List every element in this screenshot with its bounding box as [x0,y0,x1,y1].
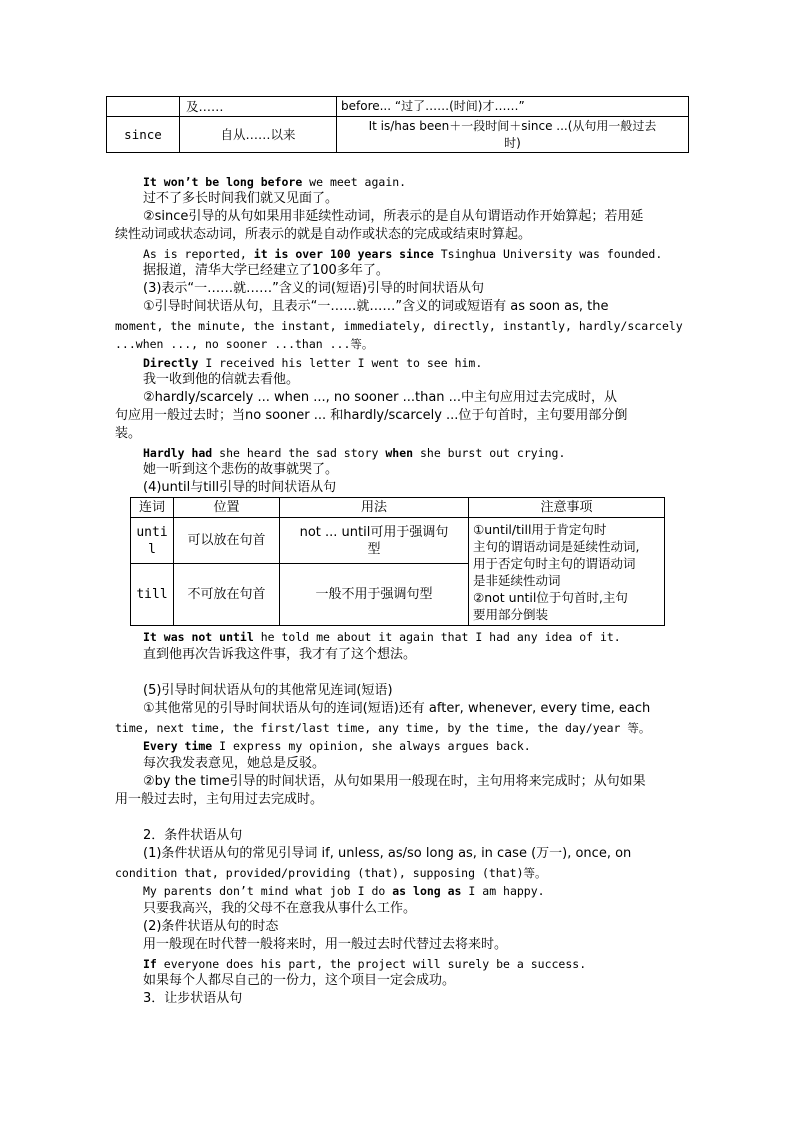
section-heading: 2．条件状语从句 [143,828,243,843]
cell-till-position: 不可放在句首 [174,564,280,626]
subheading: (3)表示“一……就……”含义的词(短语)引导的时间状语从句 [143,281,485,296]
text-line: ...when ..., no sooner ...than ...等。 [115,337,374,351]
example-line: Directly I received his letter I went to see him. [143,356,483,370]
example-line: It was not until he told me about it again that I had any idea of it. [143,630,621,644]
header-word: 连词 [131,498,174,518]
text-line: condition that, provided/providing (that), supposing (that)等。 [115,866,547,880]
translation-line: 每次我发表意见，她总是反驳。 [143,756,326,771]
example-line: It won’t be long before we meet again. [143,175,407,189]
header-position: 位置 [174,498,280,518]
subheading: (5)引导时间状语从句的其他常见连词(短语) [143,683,393,698]
cell-till-usage: 一般不用于强调句型 [280,564,469,626]
cell-notes: ①until/till用于肯定句时 主句的谓语动词是延续性动词, 用于否定句时主句的谓语动词 是非延续性动词 ②not until位于句首时,主句 要用部分倒装 [469,518,665,626]
header-usage: 用法 [280,498,469,518]
example-line: As is reported, it is over 100 years since Tsinghua University was founded. [143,247,663,261]
cell-until-usage: not ... until可用于强调句 型 [280,518,469,564]
text-line: 用一般现在时代替一般将来时，用一般过去时代替过去将来时。 [143,937,508,952]
text-line: ①其他常见的引导时间状语从句的连词(短语)还有 after, whenever, every time, each [143,701,651,716]
section-heading: 3．让步状语从句 [143,991,243,1006]
text-line: 用一般过去时，主句用过去完成时。 [115,792,324,807]
since-table [106,96,689,153]
cell-since-meaning: 自从……以来 [180,117,337,153]
cell-until-position: 可以放在句首 [174,518,280,564]
text-line: moment, the minute, the instant, immediately, directly, instantly, hardly/scarcely [115,319,683,333]
example-line: My parents don’t mind what job I do as long as I am happy. [143,884,545,898]
cell-empty [107,97,180,117]
subheading: (4)until与till引导的时间状语从句 [143,480,337,495]
translation-line: 如果每个人都尽自己的一份力，这个项目一定会成功。 [143,973,456,988]
example-line: Every time I express my opinion, she always argues back. [143,739,531,753]
text-line: 装。 [115,426,142,441]
text-line: 句应用一般过去时；当no sooner ... 和hardly/scarcely ...位于句首时，主句要用部分倒 [115,408,628,423]
translation-line: 直到他再次告诉我这件事，我才有了这个想法。 [143,647,417,662]
cell-ji: 及…… [180,97,337,117]
cell-till: till [131,564,174,626]
text-line: (1)条件状语从句的常见引导词 if, unless, as/so long as, in case (万一), once, on [143,846,632,861]
text-line: 续性动词或状态动词，所表示的就是自动作或状态的完成或结束时算起。 [115,227,532,242]
until-till-table [130,497,665,626]
text-line: ②hardly/scarcely ... when ..., no sooner ...than ...中主句应用过去完成时，从 [143,390,618,405]
cell-before: before... “过了……(时间)才……” [337,97,689,117]
cell-since: since [107,117,180,153]
text-line: ①引导时间状语从句，且表示“一……就……”含义的词或短语有 as soon as, the [143,299,609,314]
header-notes: 注意事项 [469,498,665,518]
example-line: Hardly had she heard the sad story when she burst out crying. [143,446,566,460]
translation-line: 我一收到他的信就去看他。 [143,372,300,387]
text-line: ②by the time引导的时间状语，从句如果用一般现在时，主句用将来完成时；从句如果 [143,774,646,789]
example-line: If everyone does his part, the project will surely be a success. [143,957,587,971]
cell-until: unti l [131,518,174,564]
text-line: time, next time, the first/last time, any time, by the time, the day/year 等。 [115,721,651,735]
translation-line: 她一听到这个悲伤的故事就哭了。 [143,462,339,477]
translation-line: 只要我高兴，我的父母不在意我从事什么工作。 [143,901,417,916]
translation-line: 过不了多长时间我们就又见面了。 [143,191,339,206]
subheading: (2)条件状语从句的时态 [143,919,279,934]
text-line: ②since引导的从句如果用非延续性动词，所表示的是自从句谓语动作开始算起；若用延 [143,209,644,224]
translation-line: 据报道，清华大学已经建立了100多年了。 [143,263,389,278]
cell-since-usage: It is/has been＋一段时间＋since ...(从句用一般过去 时) [337,117,689,153]
